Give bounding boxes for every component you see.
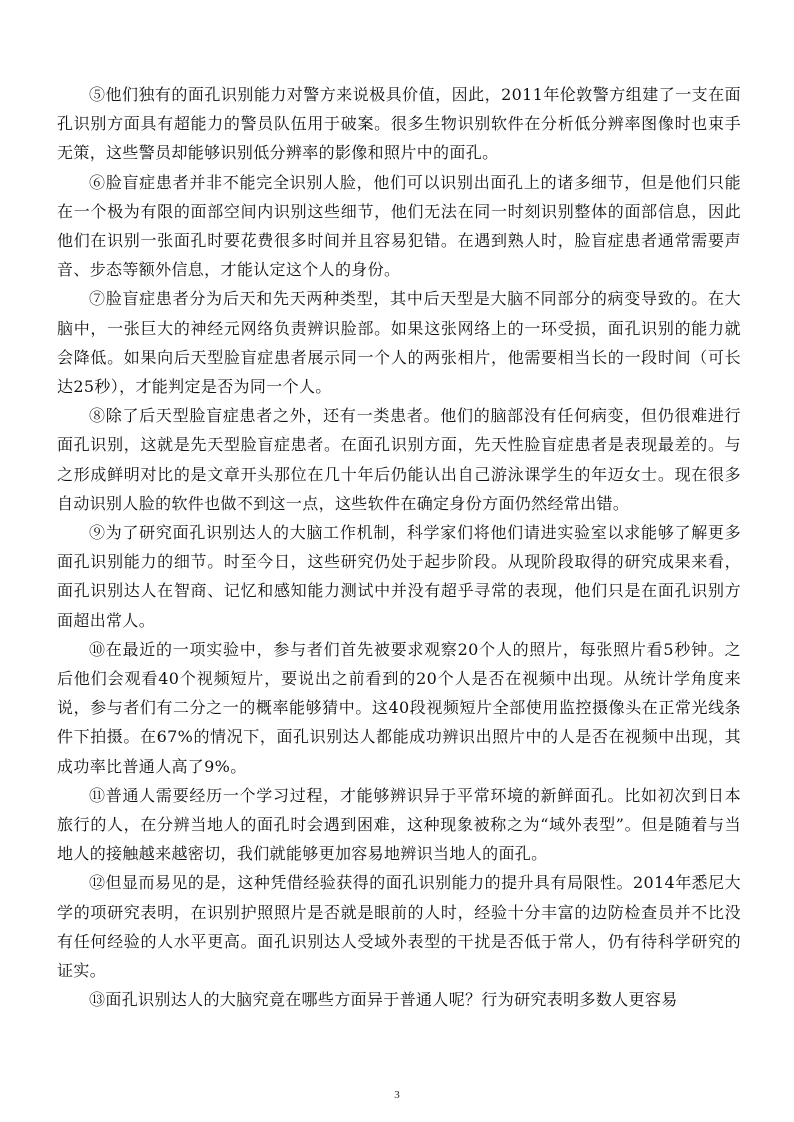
paragraph-13: ⑬面孔识别达人的大脑究竟在哪些方面异于普通人呢？行为研究表明多数人更容易 [89, 990, 678, 1010]
paragraph-6: ⑥脸盲症患者并非不能完全识别人脸，他们可以识别出面孔上的诸多细节，但是他们只能在一个极为有限的面部空间内识别这些细节，他们无法在同一时刻识别整体的面部信息，因此他们在识别一张面孔时要花费很多时间并且容易犯错。在遇到熟人时，脸盲症患者通常需要声音、步态等额外信息，才能认定这个人的身份。 [57, 172, 741, 280]
paragraph-9: ⑨为了研究面孔识别达人的大脑工作机制，科学家们将他们请进实验室以求能够了解更多面孔识别能力的细节。时至今日，这些研究仍处于起步阶段。从现阶段取得的研究成果来看，面孔识别达人在智商、记忆和感知能力测试中并没有超乎寻常的表现，他们只是在面孔识别方面超出常人。 [57, 523, 741, 630]
paragraph-8: ⑧除了后天型脸盲症患者之外，还有一类患者。他们的脑部没有任何病变，但仍很难进行面孔识别，这就是先天型脸盲症患者。在面孔识别方面，先天性脸盲症患者是表现最差的。与之形成鲜明对比的是文章开头那位在几十年后仍能认出自己游泳课学生的年迈女士。现在很多自动识别人脸的软件也做不到这一点，这些软件在确定身份方面仍然经常出错。 [57, 406, 741, 513]
paragraph-5: ⑤他们独有的面孔识别能力对警方来说极具价值，因此，2011年伦敦警方组建了一支在面孔识别方面具有超能力的警员队伍用于破案。很多生物识别软件在分析低分辨率图像时也束手无策，这些警员却能够识别低分辨率的影像和照片中的面孔。 [57, 85, 741, 163]
paragraph-12: ⑫但显而易见的是，这种凭借经验获得的面孔识别能力的提升具有局限性。2014年悉尼大学的项研究表明，在识别护照照片是否就是眼前的人时，经验十分丰富的边防检查员并不比没有任何经验的人水平更高。面孔识别达人受域外表型的干扰是否低于常人，仍有待科学研究的证实。 [57, 873, 741, 981]
paragraph-7: ⑦脸盲症患者分为后天和先天两种类型，其中后天型是大脑不同部分的病变导致的。在大脑中，一张巨大的神经元网络负责辨识脸部。如果这张网络上的一环受损，面孔识别的能力就会降低。如果向后天型脸盲症患者展示同一个人的两张相片，他需要相当长的一段时间（可长达25秒），才能判定是否为同一个人。 [57, 289, 741, 397]
paragraph-10: ⑩在最近的一项实验中，参与者们首先被要求观察20个人的照片，每张照片看5秒钟。之后他们会观看40个视频短片，要说出之前看到的20个人是否在视频中出现。从统计学角度来说，参与者们有二分之一的概率能够猜中。这40段视频短片全部使用监控摄像头在正常光线条件下拍摄。在67%的情况下，面孔识别达人都能成功辨识出照片中的人是否在视频中出现，其成功率比普通人高了9%。 [57, 639, 741, 776]
document-body [57, 80, 741, 1015]
paragraph-11: ⑪普通人需要经历一个学习过程，才能够辨识异于平常环境的新鲜面孔。比如初次到日本旅行的人，在分辨当地人的面孔时会遇到困难，这种现象被称之为“域外表型”。但是随着与当地人的接触越来越密切，我们就能够更加容易地辨识当地人的面孔。 [57, 785, 741, 864]
page-number: 3 [394, 1089, 400, 1101]
